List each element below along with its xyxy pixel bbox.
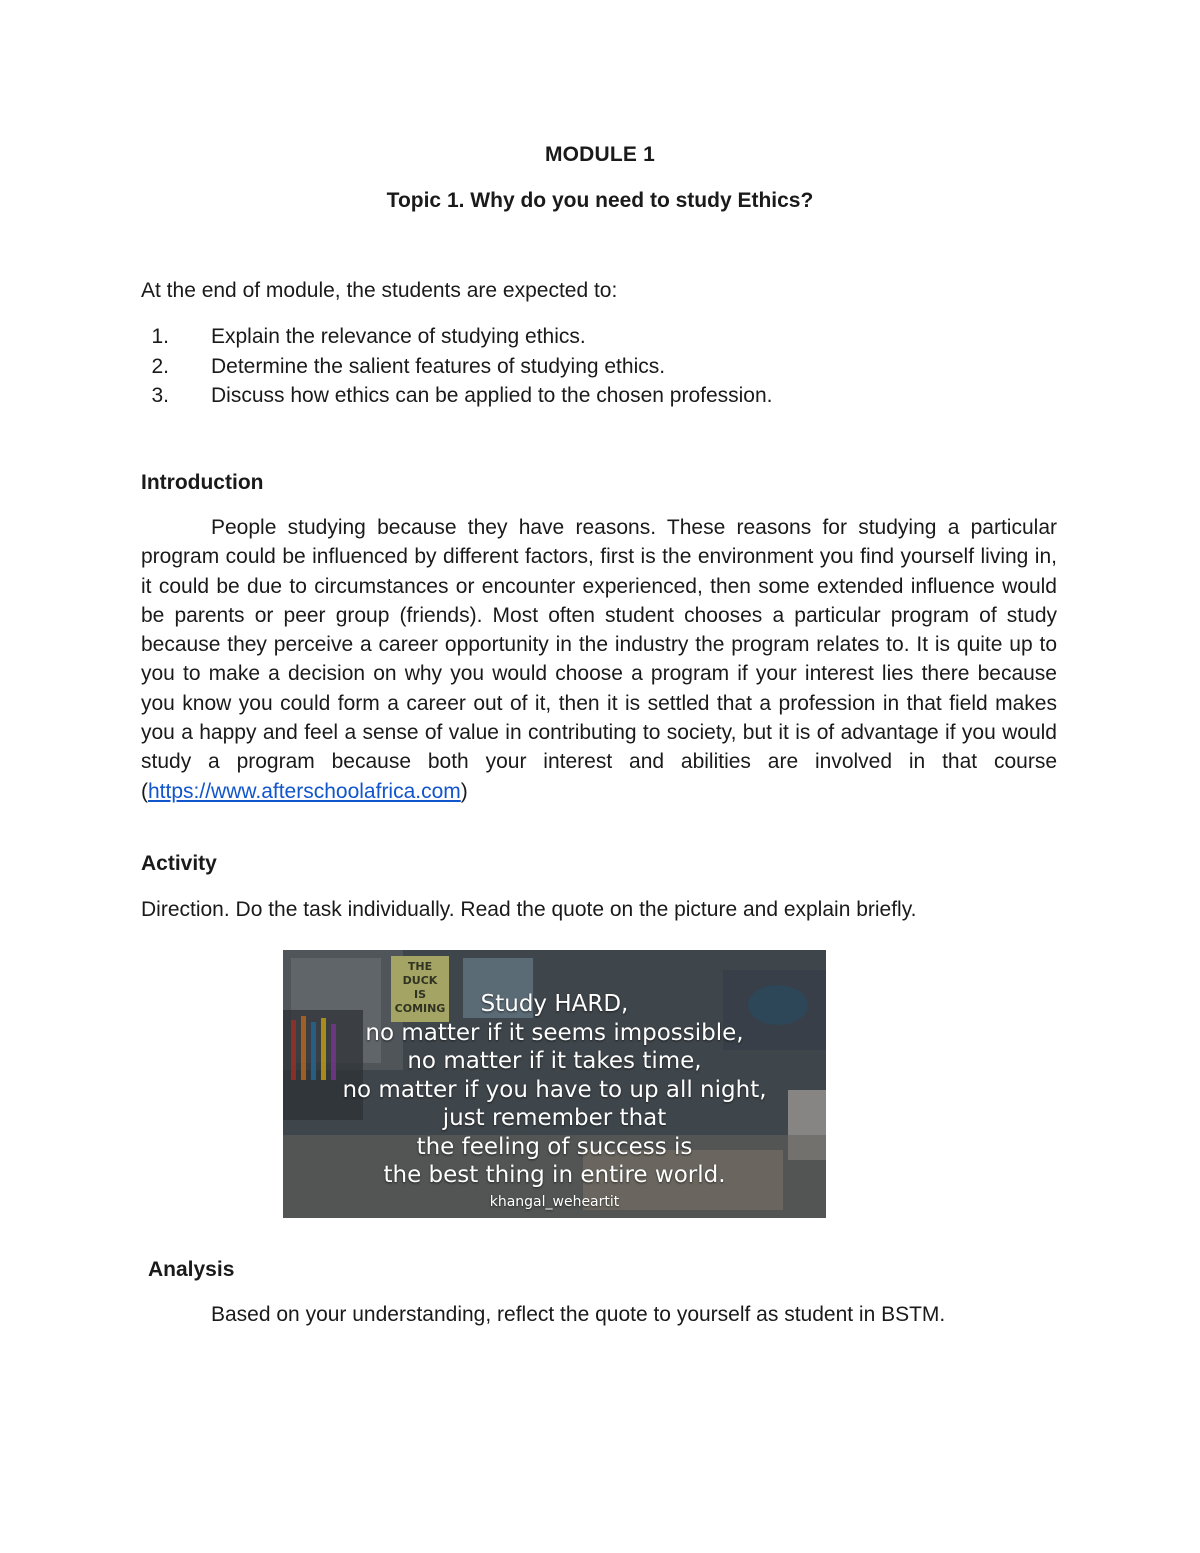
objective-item (141, 352, 773, 382)
objective-number: 1. (151, 325, 169, 348)
introduction-paragraph (141, 513, 1057, 806)
analysis-reflection: Based on your understanding, reflect the quote to yourself as student in BSTM. (211, 1303, 946, 1326)
poster-line: COMING (394, 1002, 446, 1015)
introduction-text: People studying because they have reasons. These reasons for studying a particular program could be influenced by different factors, first is the environment you find yourself living in, it could be due to circumstances or encounter experienced, then some extended influence would be parents or peer group (friends). Most often student chooses a particular program of study because they perceive a career opportunity in the industry the program relates to. It is quite up to you to make a decision on why you would choose a program if your interest lies there because you know you could form a career out of it, then it is settled that a profession in that field makes you a happy and feel a sense of value in contributing to society, but it is of advantage if you would study a program because both your interest and abilities are involved in that course ( (141, 516, 1057, 803)
quote-line: the feeling of success is (416, 1133, 693, 1160)
objective-text: Explain the relevance of studying ethics. (211, 325, 586, 348)
activity-heading: Activity (141, 852, 217, 875)
objective-number: 2. (151, 354, 169, 378)
quote-line: no matter if it seems impossible, (365, 1019, 744, 1046)
quote-image (283, 950, 826, 1218)
quote-line: no matter if you have to up all night, (342, 1076, 767, 1103)
objective-text: Determine the salient features of studying ethics. (211, 354, 666, 378)
introduction-closing: ) (460, 779, 468, 803)
quote-line: just remember that (442, 1105, 667, 1131)
objective-text: Discuss how ethics can be applied to the chosen profession. (211, 384, 773, 407)
objective-number: 3. (151, 384, 169, 407)
objectives-list (141, 322, 773, 411)
quote-line: no matter if it takes time, (407, 1048, 702, 1074)
poster-line: DUCK (402, 974, 438, 987)
quote-credit: khangal_weheartit (489, 1194, 620, 1210)
topic-title: Topic 1. Why do you need to study Ethics? (386, 189, 814, 212)
objective-item (141, 322, 773, 352)
objective-item (141, 381, 773, 411)
analysis-heading: Analysis (148, 1258, 235, 1281)
poster-line: THE (407, 960, 433, 973)
quote-line: the best thing in entire world. (383, 1162, 726, 1188)
source-link[interactable]: https://www.afterschoolafrica.com (148, 779, 461, 803)
activity-direction: Direction. Do the task individually. Read the quote on the picture and explain briefly. (141, 898, 917, 921)
quote-line: Study HARD, (480, 991, 629, 1017)
poster-line: IS (413, 988, 427, 1001)
objectives-intro: At the end of module, the students are expected to: (141, 279, 618, 302)
module-title: MODULE 1 (544, 143, 656, 166)
quote-text (283, 990, 826, 1190)
introduction-heading: Introduction (141, 471, 264, 494)
